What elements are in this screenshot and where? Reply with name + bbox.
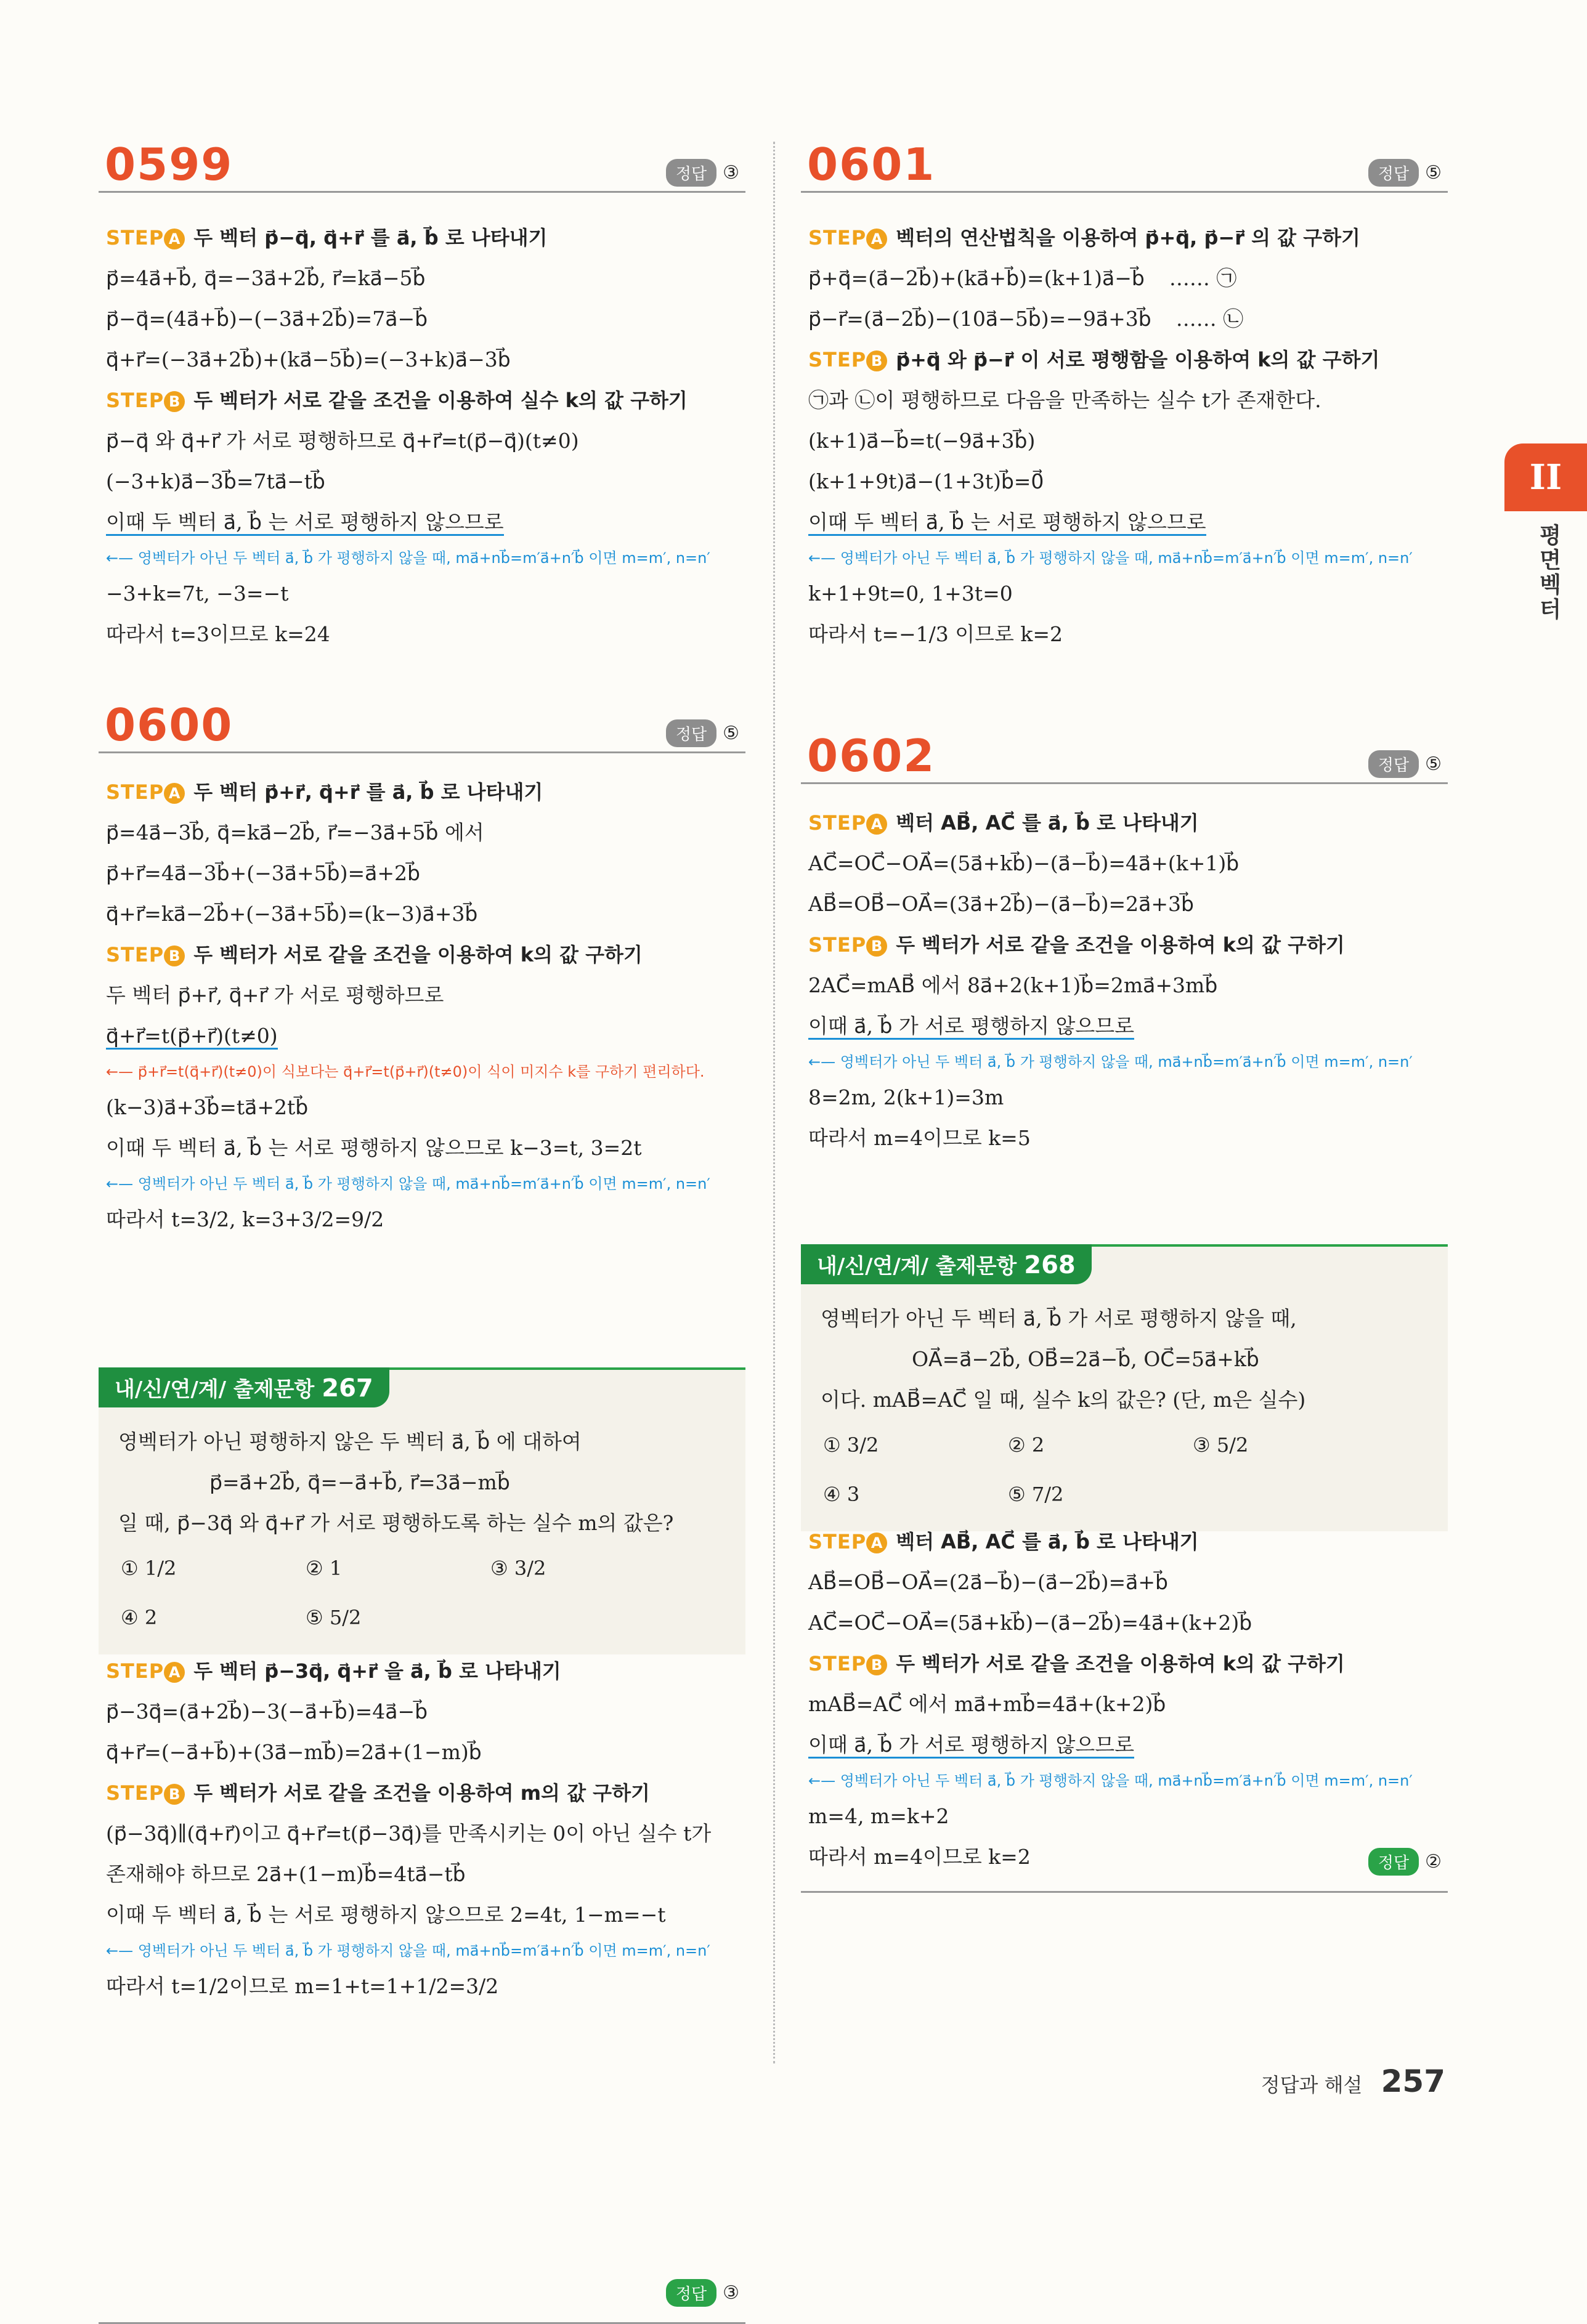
choice[interactable]: ② 2 <box>1008 1433 1045 1457</box>
choice[interactable]: ① 1/2 <box>121 1557 177 1580</box>
solution-body <box>801 1521 1448 1877</box>
step-letter: B <box>164 1784 185 1805</box>
solution-text: 따라서 t=3/2, k=3+3/2=9/2 <box>106 1207 384 1231</box>
choices <box>813 1420 1435 1519</box>
solution-text: p⃗=4a⃗−3b⃗, q⃗=ka⃗−2b⃗, r⃗=−3a⃗+5b⃗ 에서 <box>106 820 484 844</box>
question-formula: p⃗=a⃗+2b⃗, q⃗=−a⃗+b⃗, r⃗=3a⃗−mb⃗ <box>209 1470 510 1494</box>
problem-number: 0602 <box>807 730 936 782</box>
solution-text: p⃗=4a⃗+b⃗, q⃗=−3a⃗+2b⃗, r⃗=ka⃗−5b⃗ <box>106 266 426 290</box>
solution-line <box>99 339 745 380</box>
choice[interactable]: ② 1 <box>306 1557 343 1580</box>
solution-line <box>801 1684 1448 1725</box>
choice[interactable]: ⑤ 5/2 <box>306 1606 362 1629</box>
answer-tag: 정답 <box>1368 1848 1419 1876</box>
solution-line <box>801 258 1448 299</box>
solution-body <box>801 784 1448 1159</box>
solution-line <box>99 461 745 502</box>
step-tag: STEP <box>808 933 867 957</box>
problem-0599 <box>99 136 745 655</box>
solution-line <box>99 502 745 543</box>
step-tag: STEP <box>106 943 164 966</box>
solution-text: AB⃗=OB⃗−OA⃗=(3a⃗+2b⃗)−(a⃗−b⃗)=2a⃗+3b⃗ <box>808 892 1194 916</box>
solution-text: 따라서 t=1/2이므로 m=1+t=1+1/2=3/2 <box>106 1974 499 1998</box>
solution-text: k+1+9t=0, 1+3t=0 <box>808 581 1013 605</box>
step-heading <box>801 925 1448 965</box>
solution-text: (k+1)a⃗−b⃗=t(−9a⃗+3b⃗) <box>808 429 1036 453</box>
solution-text: p⃗−r⃗=(a⃗−2b⃗)−(10a⃗−5b⃗)=−9a⃗+3b⃗ <box>808 307 1151 331</box>
solution-line <box>801 884 1448 925</box>
step-heading <box>801 1521 1448 1562</box>
solution-line <box>801 1118 1448 1159</box>
solution-text: 이때 두 벡터 a⃗, b⃗ 는 서로 평행하지 않으므로 <box>106 510 504 536</box>
answer <box>1368 750 1442 778</box>
answer <box>1368 1848 1442 1876</box>
solution-line <box>99 258 745 299</box>
choice[interactable]: ④ 3 <box>823 1483 860 1506</box>
solution-text: ㉠과 ㉡이 평행하므로 다음을 만족하는 실수 t가 존재한다. <box>808 388 1321 412</box>
answer-value: ② <box>1425 1851 1442 1873</box>
solution-line <box>801 421 1448 461</box>
solution-text: (k−3)a⃗+3b⃗=ta⃗+2tb⃗ <box>106 1095 309 1119</box>
solution-line <box>99 573 745 614</box>
problem-header <box>801 136 1448 193</box>
solution-line <box>801 573 1448 614</box>
answer-value: ⑤ <box>1425 753 1442 775</box>
step-heading <box>801 217 1448 258</box>
problem-header <box>99 696 745 753</box>
step-tag: STEP <box>808 1530 867 1553</box>
solution-line <box>99 1813 745 1854</box>
solution-line <box>801 1796 1448 1837</box>
choice[interactable]: ③ 5/2 <box>1193 1433 1249 1457</box>
step-text: 벡터 AB⃗, AC⃗ 를 a⃗, b⃗ 로 나타내기 <box>896 811 1199 835</box>
solution-body <box>801 193 1448 655</box>
solution-line <box>801 1077 1448 1118</box>
related-problem-267 <box>99 1343 745 1654</box>
step-letter: A <box>164 783 185 804</box>
solution-line <box>99 1199 745 1240</box>
solution-text: 이때 두 벡터 a⃗, b⃗ 는 서로 평행하지 않으므로 2=4t, 1−m=−t <box>106 1903 666 1927</box>
solution-text: p⃗+r⃗=4a⃗−3b⃗+(−3a⃗+5b⃗)=a⃗+2b⃗ <box>106 861 420 885</box>
solution-line <box>801 1837 1448 1877</box>
solution-line <box>99 1016 745 1056</box>
related-problem-box <box>99 1367 745 1654</box>
question-text: 영벡터가 아닌 두 벡터 a⃗, b⃗ 가 서로 평행하지 않을 때, <box>821 1306 1297 1330</box>
solution-text: AC⃗=OC⃗−OA⃗=(5a⃗+kb⃗)−(a⃗−b⃗)=4a⃗+(k+1)b⃗ <box>808 851 1240 875</box>
choice[interactable]: ③ 3/2 <box>490 1557 546 1580</box>
step-heading <box>801 803 1448 843</box>
solution-text: q⃗+r⃗=ka⃗−2b⃗+(−3a⃗+5b⃗)=(k−3)a⃗+3b⃗ <box>106 902 478 926</box>
step-letter: B <box>866 936 887 957</box>
problem-header <box>99 136 745 193</box>
choices <box>111 1544 733 1642</box>
step-tag: STEP <box>808 1652 867 1675</box>
solution-text: q⃗+r⃗=(−3a⃗+2b⃗)+(ka⃗−5b⃗)=(−3+k)a⃗−3b⃗ <box>106 347 511 371</box>
solution-line <box>99 894 745 934</box>
step-heading <box>801 1643 1448 1684</box>
answer-tag: 정답 <box>666 719 716 747</box>
step-letter: A <box>164 229 185 249</box>
problem-0601 <box>801 136 1448 655</box>
step-tag: STEP <box>808 811 867 835</box>
step-tag: STEP <box>106 226 164 249</box>
solution-line <box>801 614 1448 655</box>
solution-text: q⃗+r⃗=(−a⃗+b⃗)+(3a⃗−mb⃗)=2a⃗+(1−m)b⃗ <box>106 1740 482 1764</box>
equation-label: …… ㉠ <box>1169 266 1237 290</box>
footer-label: 정답과 해설 <box>1260 2073 1363 2097</box>
annotation-note: ←— 영벡터가 아닌 두 벡터 a⃗, b⃗ 가 평행하지 않을 때, ma⃗+nb⃗=m′a⃗+n′b⃗ 이면 m=m′, n=n′ <box>808 549 1413 567</box>
column-divider <box>773 142 775 2063</box>
annotation-note: ←— 영벡터가 아닌 두 벡터 a⃗, b⃗ 가 평행하지 않을 때, ma⃗+nb⃗=m′a⃗+n′b⃗ 이면 m=m′, n=n′ <box>106 1942 710 1959</box>
solution-text: (p⃗−3q⃗)∥(q⃗+r⃗)이고 q⃗+r⃗=t(p⃗−3q⃗)를 만족시키는 0이 아닌 실수 t가 <box>106 1821 712 1845</box>
solution-line <box>801 965 1448 1006</box>
solution-line <box>801 1603 1448 1643</box>
solution-text: (−3+k)a⃗−3b⃗=7ta⃗−tb⃗ <box>106 469 325 493</box>
step-heading <box>99 1651 745 1691</box>
annotation-note: ←— 영벡터가 아닌 두 벡터 a⃗, b⃗ 가 평행하지 않을 때, ma⃗+nb⃗=m′a⃗+n′b⃗ 이면 m=m′, n=n′ <box>808 1053 1413 1071</box>
step-heading <box>99 380 745 421</box>
step-text: 두 벡터가 서로 같을 조건을 이용하여 m의 값 구하기 <box>193 1781 650 1805</box>
equation-label: …… ㉡ <box>1175 307 1244 331</box>
solution-line <box>801 380 1448 421</box>
solution-text: 따라서 m=4이므로 k=5 <box>808 1126 1031 1150</box>
answer <box>666 2279 739 2307</box>
solution-text: 두 벡터 p⃗+r⃗, q⃗+r⃗ 가 서로 평행하므로 <box>106 983 444 1007</box>
solution-body <box>99 753 745 1240</box>
step-text: 두 벡터가 서로 같을 조건을 이용하여 실수 k의 값 구하기 <box>193 389 688 412</box>
solution-text: p⃗−q⃗ 와 q⃗+r⃗ 가 서로 평행하므로 q⃗+r⃗=t(p⃗−q⃗)(t≠0) <box>106 429 579 453</box>
answer <box>666 719 739 747</box>
solution-line <box>99 1895 745 1935</box>
step-tag: STEP <box>808 226 867 249</box>
problem-number: 0599 <box>105 139 233 190</box>
answer <box>1368 159 1442 187</box>
step-letter: A <box>164 1662 185 1683</box>
solution-text: 이때 두 벡터 a⃗, b⃗ 는 서로 평행하지 않으므로 k−3=t, 3=2t <box>106 1136 642 1160</box>
footer <box>1261 2063 1445 2099</box>
step-letter: B <box>164 945 185 966</box>
solution-text: 이때 a⃗, b⃗ 가 서로 평행하지 않으므로 <box>808 1014 1134 1040</box>
solution-line <box>801 843 1448 884</box>
step-text: p⃗+q⃗ 와 p⃗−r⃗ 이 서로 평행함을 이용하여 k의 값 구하기 <box>896 348 1380 371</box>
step-text: 두 벡터 p⃗−q⃗, q⃗+r⃗ 를 a⃗, b⃗ 로 나타내기 <box>193 226 548 249</box>
step-text: 두 벡터가 서로 같을 조건을 이용하여 k의 값 구하기 <box>193 943 643 966</box>
solution-line <box>801 1562 1448 1603</box>
solution-text: q⃗+r⃗=t(p⃗+r⃗)(t≠0) <box>106 1024 278 1050</box>
question-text: 일 때, p⃗−3q⃗ 와 q⃗+r⃗ 가 서로 평행하도록 하는 실수 m의 값은? <box>118 1511 674 1535</box>
step-text: 두 벡터 p⃗−3q⃗, q⃗+r⃗ 을 a⃗, b⃗ 로 나타내기 <box>193 1659 561 1683</box>
solution-line <box>99 421 745 461</box>
solution-line <box>801 1725 1448 1765</box>
step-text: 벡터 AB⃗, AC⃗ 를 a⃗, b⃗ 로 나타내기 <box>896 1530 1199 1553</box>
answer-value: ③ <box>723 162 739 184</box>
solution-line <box>99 853 745 894</box>
solution-text: (k+1+9t)a⃗−(1+3t)b⃗=0⃗ <box>808 469 1044 493</box>
solution-line <box>99 1854 745 1895</box>
choice[interactable]: ⑤ 7/2 <box>1008 1483 1064 1506</box>
problem-header <box>801 727 1448 784</box>
page-number: 257 <box>1381 2063 1445 2099</box>
answer-value: ⑤ <box>723 723 739 744</box>
step-heading <box>99 772 745 812</box>
step-text: 벡터의 연산법칙을 이용하여 p⃗+q⃗, p⃗−r⃗ 의 값 구하기 <box>896 226 1360 249</box>
solution-text: AB⃗=OB⃗−OA⃗=(2a⃗−b⃗)−(a⃗−2b⃗)=a⃗+b⃗ <box>808 1570 1168 1594</box>
step-tag: STEP <box>106 389 164 412</box>
problem-0600 <box>99 696 745 1240</box>
step-letter: B <box>866 1654 887 1675</box>
solution-line <box>99 1691 745 1732</box>
solution-text: 따라서 t=−1/3 이므로 k=2 <box>808 622 1063 646</box>
question-formula: OA⃗=a⃗−2b⃗, OB⃗=2a⃗−b⃗, OC⃗=5a⃗+kb⃗ <box>912 1347 1259 1371</box>
answer-value: ③ <box>723 2282 739 2304</box>
related-problem-box <box>801 1244 1448 1531</box>
solution-line <box>801 461 1448 502</box>
solution-line <box>99 812 745 853</box>
question-text: 영벡터가 아닌 평행하지 않은 두 벡터 a⃗, b⃗ 에 대하여 <box>118 1430 582 1454</box>
step-letter: A <box>866 1532 887 1553</box>
step-text: 두 벡터가 서로 같을 조건을 이용하여 k의 값 구하기 <box>896 933 1345 957</box>
step-heading <box>99 217 745 258</box>
solution-body <box>99 193 745 655</box>
solution-text: p⃗+q⃗=(a⃗−2b⃗)+(ka⃗+b⃗)=(k+1)a⃗−b⃗ <box>808 266 1145 290</box>
solution-268 <box>801 1521 1448 1877</box>
solution-text: p⃗−q⃗=(4a⃗+b⃗)−(−3a⃗+2b⃗)=7a⃗−b⃗ <box>106 307 428 331</box>
solution-line <box>99 299 745 339</box>
step-letter: B <box>866 350 887 371</box>
step-letter: A <box>866 814 887 835</box>
question-text: 이다. mAB⃗=AC⃗ 일 때, 실수 k의 값은? (단, m은 실수) <box>821 1388 1306 1412</box>
step-text: 두 벡터가 서로 같을 조건을 이용하여 k의 값 구하기 <box>896 1652 1345 1675</box>
solution-line <box>801 502 1448 543</box>
solution-267 <box>99 1651 745 2304</box>
solution-text: mAB⃗=AC⃗ 에서 ma⃗+mb⃗=4a⃗+(k+2)b⃗ <box>808 1692 1166 1716</box>
solution-text: 이때 두 벡터 a⃗, b⃗ 는 서로 평행하지 않으므로 <box>808 510 1206 536</box>
step-letter: A <box>866 229 887 249</box>
solution-line <box>801 299 1448 339</box>
annotation-note: ←— 영벡터가 아닌 두 벡터 a⃗, b⃗ 가 평행하지 않을 때, ma⃗+nb⃗=m′a⃗+n′b⃗ 이면 m=m′, n=n′ <box>106 549 710 567</box>
step-heading <box>99 1773 745 1813</box>
choice[interactable]: ① 3/2 <box>823 1433 879 1457</box>
choice[interactable]: ④ 2 <box>121 1606 158 1629</box>
box-label: 내/신/연/계/ 출제문항 268 <box>801 1244 1092 1284</box>
solution-text: m=4, m=k+2 <box>808 1804 949 1828</box>
solution-text: 2AC⃗=mAB⃗ 에서 8a⃗+2(k+1)b⃗=2ma⃗+3mb⃗ <box>808 973 1218 997</box>
solution-line <box>99 614 745 655</box>
step-tag: STEP <box>106 780 164 804</box>
step-tag: STEP <box>808 348 867 371</box>
chapter-tab: II <box>1504 443 1587 511</box>
solution-text: AC⃗=OC⃗−OA⃗=(5a⃗+kb⃗)−(a⃗−2b⃗)=4a⃗+(k+2)b⃗ <box>808 1611 1252 1635</box>
step-heading <box>801 339 1448 380</box>
solution-text: p⃗−3q⃗=(a⃗+2b⃗)−3(−a⃗+b⃗)=4a⃗−b⃗ <box>106 1699 428 1723</box>
step-tag: STEP <box>106 1659 164 1683</box>
problem-number: 0600 <box>105 699 233 751</box>
related-problem-268 <box>801 1220 1448 1531</box>
annotation-note: ←— p⃗+r⃗=t(q⃗+r⃗)(t≠0)이 식보다는 q⃗+r⃗=t(p⃗+r⃗)(t≠0)이 식이 미지수 k를 구하기 편리하다. <box>106 1063 705 1080</box>
solution-text: 8=2m, 2(k+1)=3m <box>808 1085 1004 1109</box>
problem-number: 0601 <box>807 139 936 190</box>
problem-0602 <box>801 727 1448 1159</box>
solution-text: 따라서 t=3이므로 k=24 <box>106 622 330 646</box>
chapter-title: 평면벡터 <box>1536 524 1561 622</box>
step-heading <box>99 934 745 975</box>
answer <box>666 159 739 187</box>
answer-tag: 정답 <box>1368 750 1419 778</box>
solution-line <box>99 1087 745 1128</box>
step-text: 두 벡터 p⃗+r⃗, q⃗+r⃗ 를 a⃗, b⃗ 로 나타내기 <box>193 780 543 804</box>
solution-line <box>99 1732 745 1773</box>
solution-line <box>801 1006 1448 1047</box>
annotation-note: ←— 영벡터가 아닌 두 벡터 a⃗, b⃗ 가 평행하지 않을 때, ma⃗+nb⃗=m′a⃗+n′b⃗ 이면 m=m′, n=n′ <box>808 1772 1413 1789</box>
solution-line <box>99 1966 745 2007</box>
solution-text: 따라서 m=4이므로 k=2 <box>808 1845 1031 1869</box>
solution-body <box>99 1651 745 2007</box>
annotation-note: ←— 영벡터가 아닌 두 벡터 a⃗, b⃗ 가 평행하지 않을 때, ma⃗+nb⃗=m′a⃗+n′b⃗ 이면 m=m′, n=n′ <box>106 1175 710 1192</box>
answer-tag: 정답 <box>1368 159 1419 187</box>
solution-text: 이때 a⃗, b⃗ 가 서로 평행하지 않으므로 <box>808 1733 1134 1759</box>
solution-text: −3+k=7t, −3=−t <box>106 581 289 605</box>
answer-tag: 정답 <box>666 2279 716 2307</box>
step-tag: STEP <box>106 1781 164 1805</box>
solution-line <box>99 975 745 1016</box>
step-letter: B <box>164 391 185 412</box>
solution-line <box>99 1128 745 1168</box>
box-label: 내/신/연/계/ 출제문항 267 <box>99 1367 389 1407</box>
solution-text: 존재해야 하므로 2a⃗+(1−m)b⃗=4ta⃗−tb⃗ <box>106 1862 466 1886</box>
answer-tag: 정답 <box>666 159 716 187</box>
answer-value: ⑤ <box>1425 162 1442 184</box>
